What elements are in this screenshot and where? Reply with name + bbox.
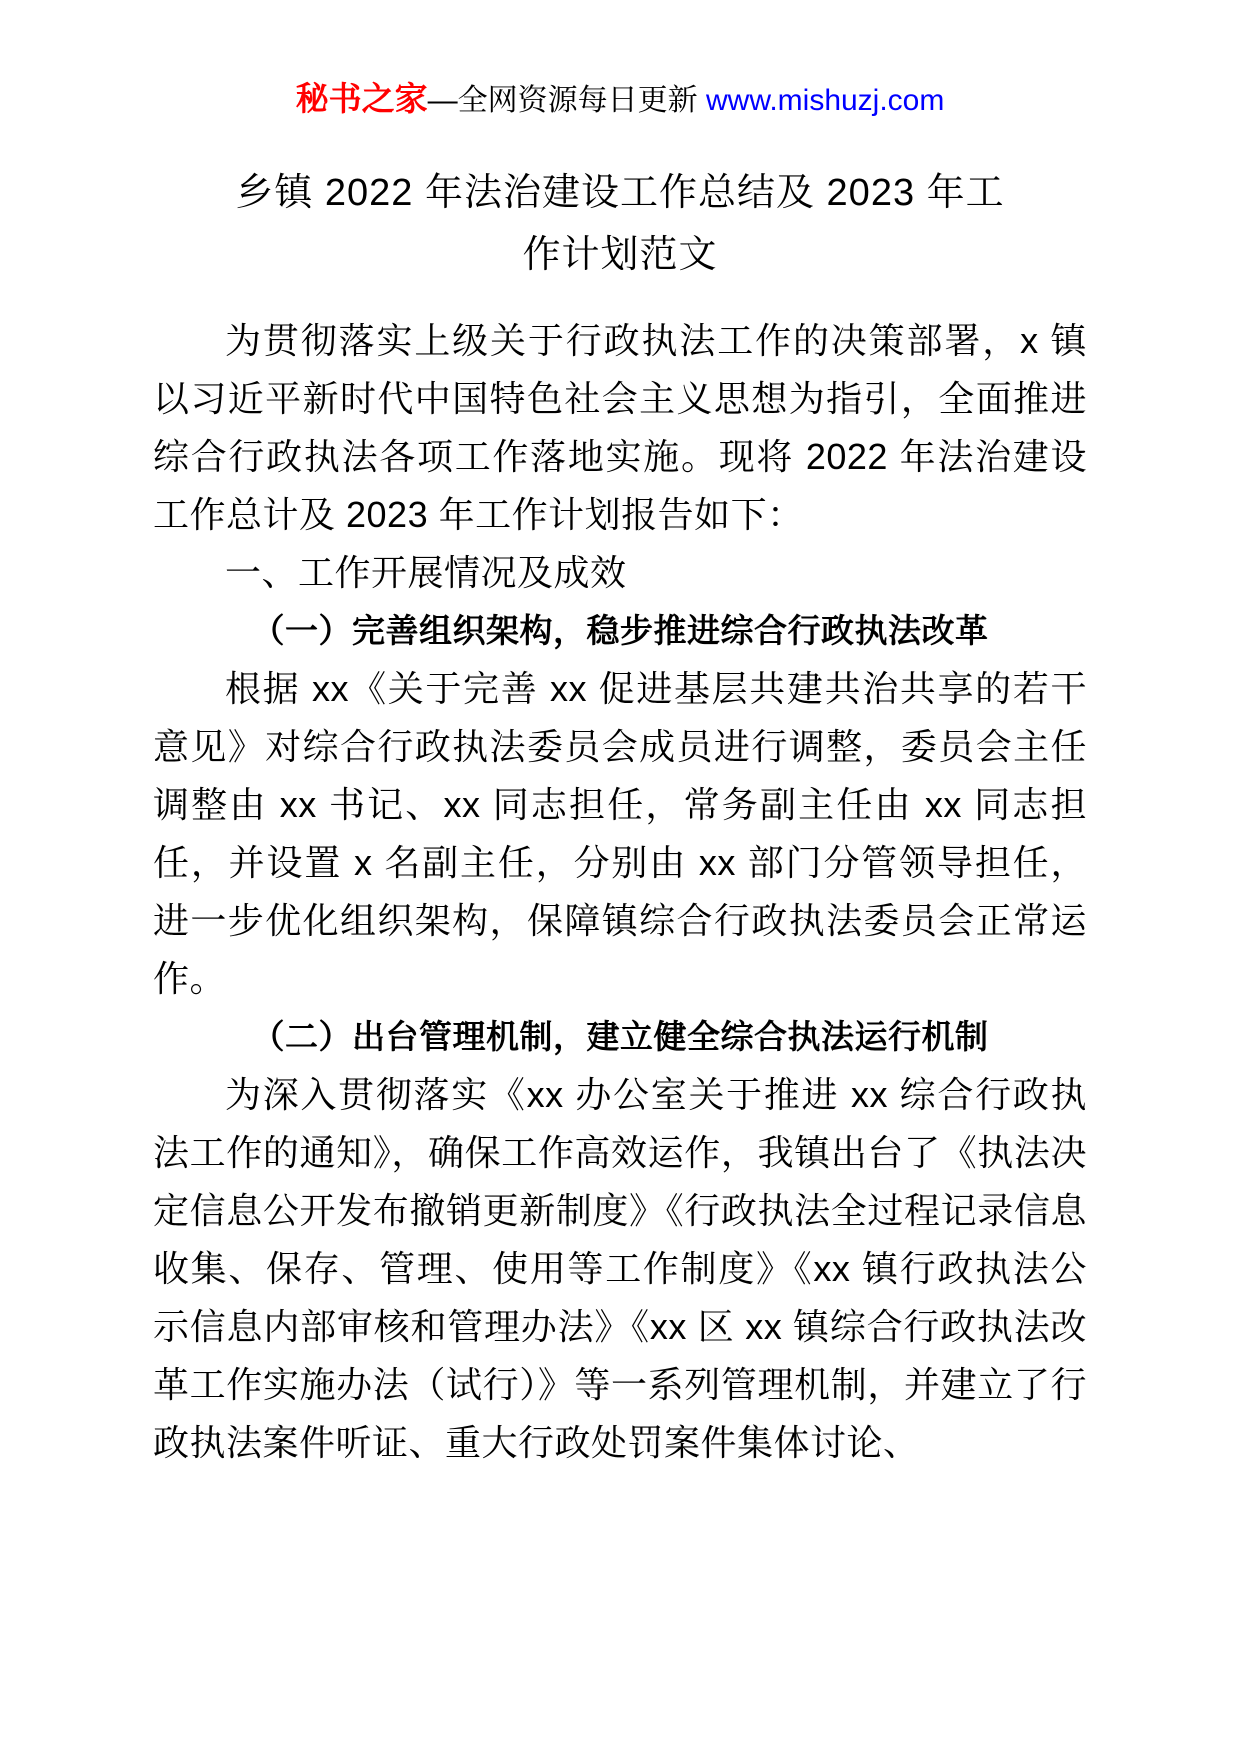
site-url-link[interactable]: www.mishuzj.com (705, 84, 945, 117)
paragraph-intro: 为贯彻落实上级关于行政执法工作的决策部署，x 镇以习近平新时代中国特色社会主义思想为指引，全面推进综合行政执法各项工作落地实施。现将 2022 年法治建设工作总计及 2023 年工作计划报告如下： (153, 320, 1087, 535)
subsection-2-heading: （二）出台管理机制，建立健全综合执法运行机制 (251, 1018, 989, 1055)
site-tagline: —全网资源每日更新 (427, 84, 706, 117)
document-title-line-2: 作计划范文 (522, 234, 718, 276)
site-header (153, 78, 1087, 122)
subsection-1-heading: （一）完善组织架构，稳步推进综合行政执法改革 (251, 612, 989, 649)
document-title-line-1: 乡镇 2022 年法治建设工作总结及 2023 年工 (235, 172, 1005, 214)
document-body (153, 312, 1087, 1472)
site-name: 秘书之家 (295, 80, 428, 117)
document-title (153, 162, 1087, 286)
section-1-title: 一、工作开展情况及成效 (225, 552, 627, 593)
paragraph-subsection-2: 为深入贯彻落实《xx 办公室关于推进 xx 综合行政执法工作的通知》，确保工作高效运作，我镇出台了《执法决定信息公开发布撤销更新制度》《行政执法全过程记录信息收集、保存、管理、使用等工作制度》《xx 镇行政执法公示信息内部审核和管理办法》《xx 区 xx 镇综合行政执法改革工作实施办法（试行）》等一系列管理机制，并建立了行政执法案件听证、重大行政处罚案件集体讨论、 (153, 1074, 1087, 1463)
paragraph-subsection-1: 根据 xx《关于完善 xx 促进基层共建共治共享的若干意见》对综合行政执法委员会成员进行调整，委员会主任调整由 xx 书记、xx 同志担任，常务副主任由 xx 同志担任，并设置 x 名副主任，分别由 xx 部门分管领导担任，进一步优化组织架构，保障镇综合行政执法委员会正常运作。 (153, 668, 1087, 999)
